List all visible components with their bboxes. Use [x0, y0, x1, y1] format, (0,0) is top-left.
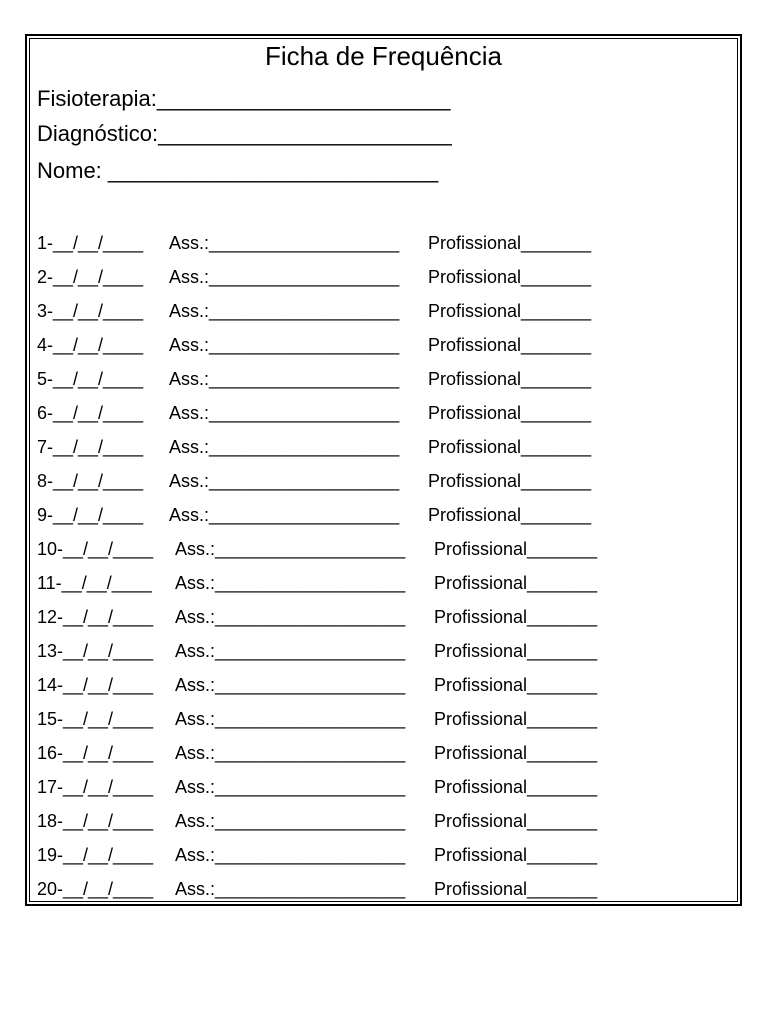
date-blank: 19-__/__/____	[37, 845, 154, 865]
date-blank: 7-__/__/____	[37, 437, 144, 457]
signature-blank: Ass.:___________________	[175, 607, 406, 627]
name-field: Nome: ___________________________	[37, 158, 439, 183]
professional-blank: Profissional_______	[434, 539, 598, 559]
signature-blank: Ass.:___________________	[175, 539, 406, 559]
date-blank: 11-__/__/____	[37, 573, 152, 593]
professional-blank: Profissional_______	[434, 845, 598, 865]
date-blank: 4-__/__/____	[37, 335, 144, 355]
signature-blank: Ass.:___________________	[175, 641, 406, 661]
date-blank: 17-__/__/____	[37, 777, 154, 797]
form-title: Ficha de Frequência	[264, 41, 503, 71]
signature-blank: Ass.:___________________	[175, 811, 406, 831]
date-blank: 1-__/__/____	[37, 233, 144, 253]
signature-blank: Ass.:___________________	[169, 403, 400, 423]
signature-blank: Ass.:___________________	[175, 573, 406, 593]
signature-blank: Ass.:___________________	[169, 471, 400, 491]
professional-blank: Profissional_______	[428, 267, 592, 287]
signature-blank: Ass.:___________________	[169, 369, 400, 389]
professional-blank: Profissional_______	[428, 301, 592, 321]
professional-blank: Profissional_______	[428, 403, 592, 423]
signature-blank: Ass.:___________________	[175, 879, 406, 899]
signature-blank: Ass.:___________________	[169, 233, 400, 253]
signature-blank: Ass.:___________________	[169, 335, 400, 355]
signature-blank: Ass.:___________________	[175, 743, 406, 763]
date-blank: 9-__/__/____	[37, 505, 144, 525]
signature-blank: Ass.:___________________	[169, 437, 400, 457]
signature-blank: Ass.:___________________	[169, 267, 400, 287]
signature-blank: Ass.:___________________	[175, 709, 406, 729]
professional-blank: Profissional_______	[428, 369, 592, 389]
date-blank: 12-__/__/____	[37, 607, 154, 627]
professional-blank: Profissional_______	[434, 811, 598, 831]
date-blank: 15-__/__/____	[37, 709, 154, 729]
professional-blank: Profissional_______	[434, 709, 598, 729]
date-blank: 8-__/__/____	[37, 471, 144, 491]
date-blank: 10-__/__/____	[37, 539, 154, 559]
professional-blank: Profissional_______	[434, 879, 598, 899]
physiotherapy-field: Fisioterapia:________________________	[37, 86, 451, 111]
professional-blank: Profissional_______	[434, 675, 598, 695]
date-blank: 13-__/__/____	[37, 641, 154, 661]
professional-blank: Profissional_______	[434, 607, 598, 627]
professional-blank: Profissional_______	[434, 743, 598, 763]
signature-blank: Ass.:___________________	[175, 675, 406, 695]
date-blank: 16-__/__/____	[37, 743, 154, 763]
date-blank: 18-__/__/____	[37, 811, 154, 831]
signature-blank: Ass.:___________________	[169, 505, 400, 525]
signature-blank: Ass.:___________________	[175, 777, 406, 797]
professional-blank: Profissional_______	[428, 437, 592, 457]
signature-blank: Ass.:___________________	[169, 301, 400, 321]
date-blank: 5-__/__/____	[37, 369, 144, 389]
professional-blank: Profissional_______	[434, 641, 598, 661]
date-blank: 20-__/__/____	[37, 879, 154, 899]
date-blank: 2-__/__/____	[37, 267, 144, 287]
professional-blank: Profissional_______	[428, 505, 592, 525]
professional-blank: Profissional_______	[428, 471, 592, 491]
professional-blank: Profissional_______	[428, 233, 592, 253]
date-blank: 3-__/__/____	[37, 301, 144, 321]
professional-blank: Profissional_______	[434, 573, 598, 593]
signature-blank: Ass.:___________________	[175, 845, 406, 865]
diagnosis-field: Diagnóstico:________________________	[37, 121, 452, 146]
date-blank: 6-__/__/____	[37, 403, 144, 423]
professional-blank: Profissional_______	[434, 777, 598, 797]
date-blank: 14-__/__/____	[37, 675, 154, 695]
professional-blank: Profissional_______	[428, 335, 592, 355]
